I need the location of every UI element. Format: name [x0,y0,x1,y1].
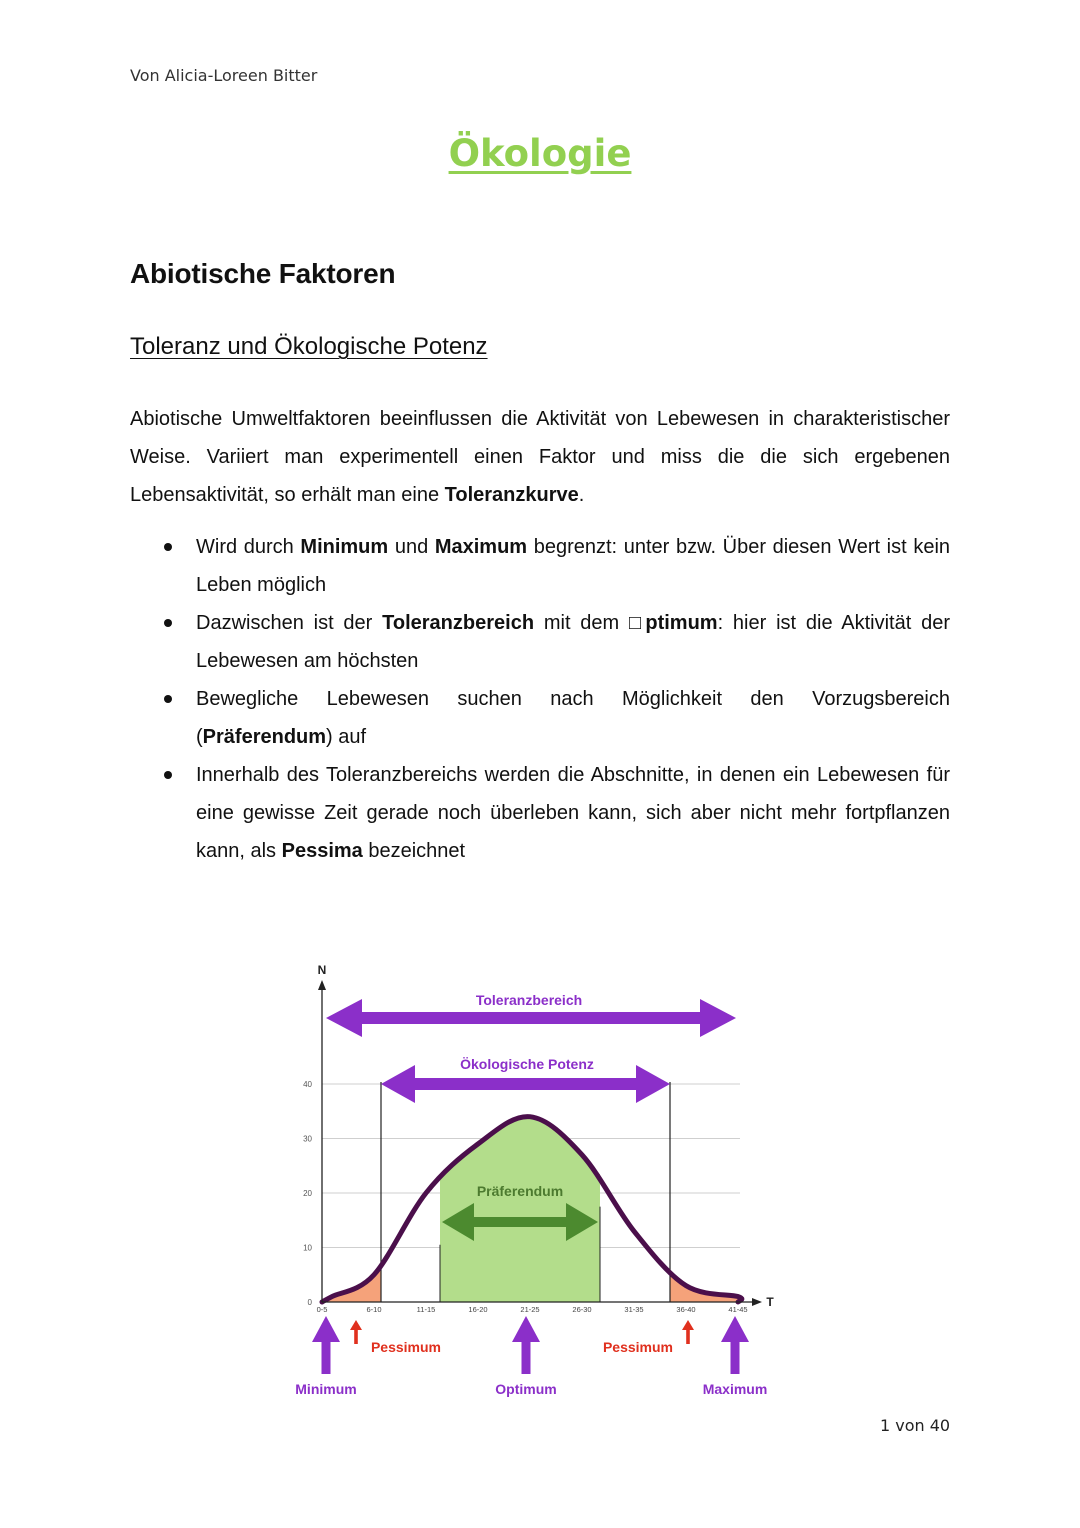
bullet-text: Wird durch [196,536,301,558]
x-tick-label: 11-15 [416,1305,436,1314]
intro-text: Abiotische Umweltfaktoren beeinflussen die Aktivität von Lebewesen in charakteristischer Weise. Variiert man experimentell einen Faktor und miss die die sich ergebenen Lebensaktivität, so erhält man eine [130,408,950,506]
praeferendum-label: Präferendum [476,1183,564,1199]
y-tick-label: 0 [307,1298,312,1307]
bullet-item [130,680,950,756]
chart-fills [322,1117,742,1302]
intro-text-end: . [578,484,585,506]
intro-paragraph [130,400,950,514]
bullet-text: : hier ist die Aktivität der Lebewesen am höchsten [196,612,951,672]
y-tick-label: 40 [303,1080,312,1089]
bullet-dot [164,619,172,627]
subsection-heading: Toleranz und Ökologische Potenz [130,333,488,360]
bullet-text: Innerhalb des Toleranzbereichs werden die Abschnitte, in denen ein Lebewesen für eine gewisse Zeit gerade noch überleben kann, sich aber nicht mehr fortpflanzen kann, als [196,764,950,862]
y-axis-label: N [317,963,327,977]
bullet-text: Bewegliche Lebewesen suchen nach Möglichkeit den Vorzugsbereich ( [196,688,950,748]
bullet-bold: Maximum [434,536,528,558]
y-tick-label: 10 [303,1243,312,1253]
x-axis-label: T [766,1295,774,1309]
x-tick-label: 41-45 [728,1305,748,1314]
pessimum-left-label: Pessimum [370,1339,442,1355]
bullet-bold: Minimum [300,536,389,558]
bullet-text: mit dem [534,612,630,634]
bullet-dot [164,695,172,703]
bullet-item [130,528,950,604]
bullet-text: begrenzt: unter bzw. Über diesen Wert ist kein Leben möglich [196,536,951,596]
intro-bold-term: Toleranzkurve [444,484,579,506]
minimum-arrow [312,1316,340,1374]
bullet-bold: Toleranzbereich [382,612,535,634]
x-tick-label: 31-35 [624,1305,644,1314]
x-tick-label: 21-25 [520,1305,540,1314]
bullet-text: bezeichnet [362,840,466,862]
bullet-item [130,756,950,870]
toleranzbereich-label: Toleranzbereich [475,992,583,1008]
pessimum-left-arrow [350,1320,362,1344]
pessimum-right-label: Pessimum [602,1339,674,1355]
bullet-item [130,604,950,680]
x-tick-label: 16-20 [468,1305,488,1314]
x-tick-label: 6-10 [366,1305,382,1314]
page-number: 1 von 40 [880,1416,951,1435]
bullet-dot [164,543,172,551]
author-line: Von Alicia-Loreen Bitter [130,66,318,85]
minimum-label: Minimum [295,1381,357,1397]
x-axis-arrowhead [752,1298,762,1306]
section-heading: Abiotische Faktoren [130,258,396,289]
potenz-label: Ökologische Potenz [460,1056,594,1072]
optimum-label: Optimum [495,1381,557,1397]
y-axis-arrowhead [318,980,326,990]
bullet-bold: □ptimum [629,612,718,634]
bullet-bold: Präferendum [202,726,327,748]
pessimum-right-arrow [682,1320,694,1344]
tolerance-chart-svg [280,960,800,1410]
bullet-text: Dazwischen ist der [196,612,383,634]
bullet-text: ) auf [326,726,367,748]
x-tick-label: 36-40 [676,1305,696,1314]
bullet-bold: Pessima [281,840,363,862]
page-title: Ökologie [448,132,632,175]
bullet-list [130,528,950,870]
bullet-dot [164,771,172,779]
bullet-text: und [388,536,435,558]
maximum-arrow [721,1316,749,1374]
maximum-label: Maximum [702,1381,768,1397]
tolerance-diagram [280,960,800,1410]
x-tick-label: 26-30 [572,1305,592,1314]
y-tick-label: 30 [303,1134,312,1144]
y-tick-label: 20 [303,1189,312,1198]
x-tick-label: 0-5 [316,1305,328,1314]
optimum-arrow [512,1316,540,1374]
